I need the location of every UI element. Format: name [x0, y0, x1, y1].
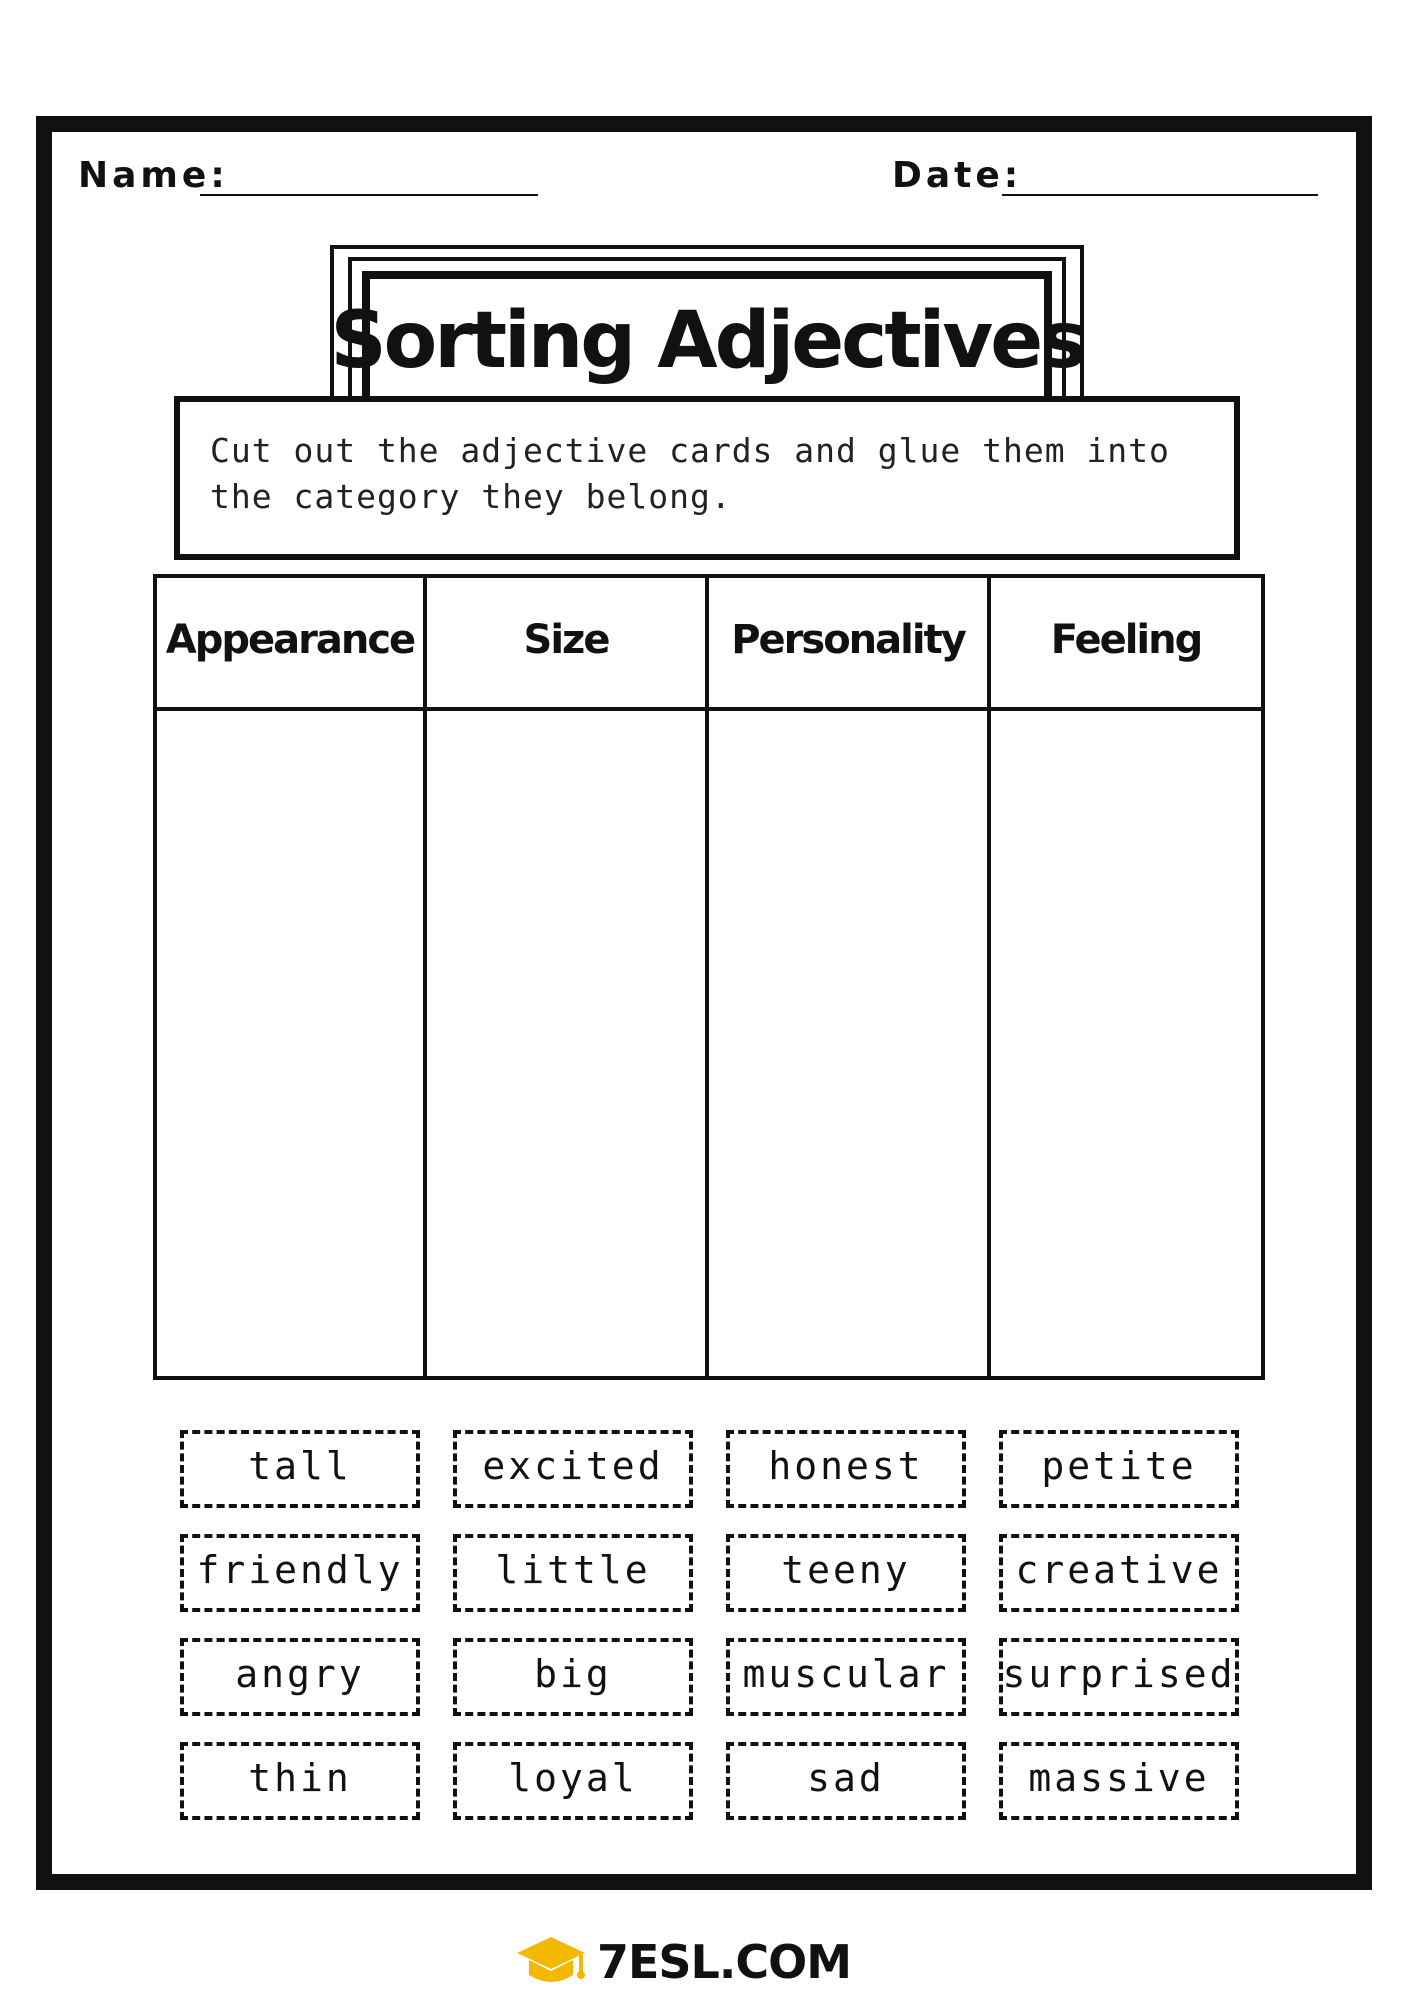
instruction-text: Cut out the adjective cards and glue them into the category they belong.	[210, 431, 1170, 516]
adjective-card[interactable]: surprised	[999, 1638, 1239, 1716]
adjective-card[interactable]: honest	[726, 1430, 966, 1508]
adjective-card[interactable]: massive	[999, 1742, 1239, 1820]
column-appearance	[157, 578, 427, 1376]
column-header: Personality	[709, 578, 987, 711]
drop-area[interactable]	[157, 711, 423, 1376]
adjective-card[interactable]: creative	[999, 1534, 1239, 1612]
sorting-table	[153, 574, 1265, 1380]
logo-text: 7ESL.COM	[597, 1935, 851, 1989]
adjective-card[interactable]: tall	[180, 1430, 420, 1508]
adjective-card[interactable]: big	[453, 1638, 693, 1716]
column-size	[427, 578, 709, 1376]
adjective-card[interactable]: angry	[180, 1638, 420, 1716]
name-label: Name:	[78, 155, 229, 196]
adjective-card[interactable]: sad	[726, 1742, 966, 1820]
title-banner	[330, 245, 1084, 405]
drop-area[interactable]	[991, 711, 1261, 1376]
site-logo	[515, 1932, 851, 1992]
adjective-card[interactable]: loyal	[453, 1742, 693, 1820]
adjective-card[interactable]: thin	[180, 1742, 420, 1820]
adjective-card[interactable]: friendly	[180, 1534, 420, 1612]
drop-area[interactable]	[427, 711, 705, 1376]
name-field-line[interactable]	[200, 194, 538, 196]
page-title: Sorting Adjectives	[330, 296, 1084, 386]
column-feeling	[991, 578, 1261, 1376]
adjective-card[interactable]: petite	[999, 1430, 1239, 1508]
column-header: Appearance	[157, 578, 423, 711]
date-field-line[interactable]	[1002, 194, 1318, 196]
adjective-card[interactable]: little	[453, 1534, 693, 1612]
graduation-cap-icon	[515, 1933, 587, 1991]
adjective-cards	[180, 1430, 1240, 1820]
date-label: Date:	[892, 155, 1023, 196]
column-personality	[709, 578, 991, 1376]
drop-area[interactable]	[709, 711, 987, 1376]
column-header: Feeling	[991, 578, 1261, 711]
column-header: Size	[427, 578, 705, 711]
adjective-card[interactable]: teeny	[726, 1534, 966, 1612]
instruction-box	[174, 396, 1240, 560]
adjective-card[interactable]: muscular	[726, 1638, 966, 1716]
adjective-card[interactable]: excited	[453, 1430, 693, 1508]
